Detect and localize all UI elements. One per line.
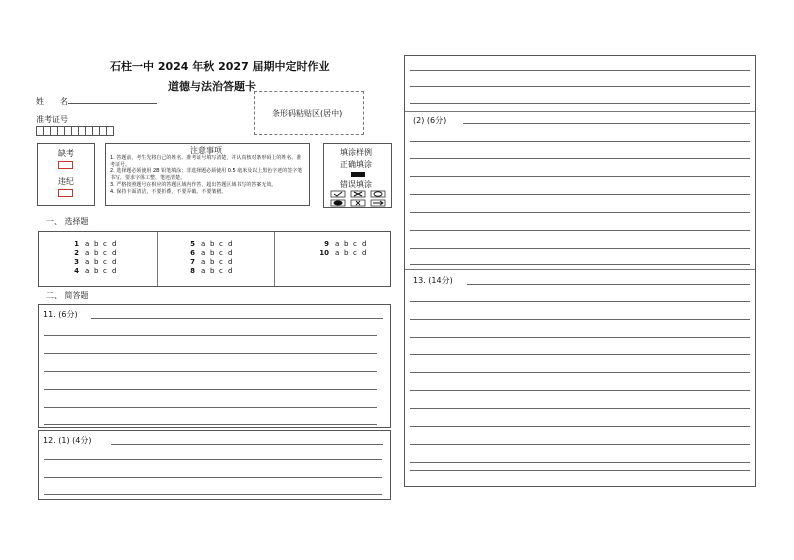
answer-line	[410, 70, 750, 71]
answer-line	[410, 230, 750, 231]
answer-line	[44, 459, 382, 460]
fill-sample-title: 填涂样例	[340, 148, 372, 157]
answer-line	[410, 86, 750, 87]
choice-row[interactable]: 4 a b c d	[74, 267, 117, 275]
choice-row[interactable]: 9 a b c d	[324, 240, 367, 248]
answer-line	[410, 319, 750, 320]
exam-id-label: 准考证号	[36, 115, 68, 124]
answer-line	[410, 248, 750, 249]
answer-line	[410, 264, 750, 265]
answer-line	[44, 371, 377, 372]
answer-line	[410, 212, 750, 213]
answer-line	[410, 301, 750, 302]
absent-mark-box[interactable]	[58, 161, 73, 169]
exam-id-boxes	[36, 126, 126, 136]
choice-row[interactable]: 10 a b c d	[319, 249, 367, 257]
answer-line	[44, 389, 377, 390]
answer-line	[410, 176, 750, 177]
choice-row[interactable]: 5 a b c d	[190, 240, 233, 248]
answer-line	[44, 477, 382, 478]
choice-column	[319, 240, 371, 258]
answer-line	[410, 158, 750, 159]
answer-line	[410, 194, 750, 195]
answer-line	[410, 470, 750, 471]
correct-fill-label: 正确填涂	[340, 160, 372, 169]
q11-answer-box[interactable]	[38, 304, 391, 428]
fill-sample-box	[323, 143, 392, 208]
correct-fill-mark	[351, 172, 365, 177]
choice-row[interactable]: 2 a b c d	[74, 249, 117, 257]
choice-answer-box	[38, 231, 391, 287]
choice-col-divider	[274, 232, 275, 286]
absent-label: 缺考	[58, 149, 74, 158]
q12-2-label: (2) (6分)	[413, 116, 447, 125]
section-choice-heading: 一、 选择题	[46, 217, 89, 226]
barcode-label: 条形码粘贴区(居中)	[272, 109, 343, 118]
q12-2-first-line	[463, 123, 750, 124]
section-divider	[405, 111, 755, 112]
choice-column	[69, 240, 121, 276]
exam-title: 石柱一中 2024 年秋 2027 届期中定时作业	[110, 60, 330, 73]
wrong-fill-label: 错误填涂	[340, 180, 372, 189]
choice-row[interactable]: 1 a b c d	[74, 240, 117, 248]
notice-title: 注意事项	[190, 146, 222, 155]
violation-mark-box[interactable]	[58, 189, 73, 197]
answer-line	[410, 390, 750, 391]
name-field-line	[68, 103, 157, 104]
right-answer-area	[404, 55, 756, 487]
choice-col-divider	[157, 232, 158, 286]
q11-first-line	[91, 318, 383, 319]
choice-column	[185, 240, 237, 276]
choice-row[interactable]: 6 a b c d	[190, 249, 233, 257]
answer-line	[410, 337, 750, 338]
notice-box	[105, 143, 310, 206]
violation-label: 违纪	[58, 177, 74, 186]
answer-line	[410, 372, 750, 373]
status-box	[37, 143, 95, 206]
choice-row[interactable]: 3 a b c d	[74, 258, 117, 266]
name-label: 姓 名	[36, 97, 68, 106]
answer-line	[410, 354, 750, 355]
wrong-fill-marks	[330, 190, 388, 207]
notice-item: 4. 保持卡面清洁，不要折叠，不要弄破、不要皱褶。	[110, 189, 227, 195]
q12-1-first-line	[111, 444, 383, 445]
answer-line	[410, 426, 750, 427]
barcode-area	[254, 91, 364, 135]
answer-line	[410, 141, 750, 142]
answer-line	[410, 444, 750, 445]
q13-label: 13. (14分)	[413, 276, 453, 285]
answer-line	[410, 103, 750, 104]
section-short-answer-heading: 二、 简答题	[46, 291, 89, 300]
answer-line	[44, 424, 377, 425]
notice-item: 1. 答题前，考生先将自己的姓名、准考证号填写清楚，并认真核对条形码上的姓名、准考证号。	[110, 155, 302, 168]
exam-subtitle: 道德与法治答题卡	[168, 80, 256, 93]
section-divider	[405, 269, 755, 270]
choice-row[interactable]: 8 a b c d	[190, 267, 233, 275]
answer-line	[410, 408, 750, 409]
q12-1-answer-box[interactable]	[38, 430, 391, 500]
answer-line	[44, 353, 377, 354]
notice-item: 2. 选择题必须使用 2B 铅笔填涂；非选择题必须使用 0.5 毫米及以上黑色字迹的签字笔书写，要求字体工整、笔迹清楚。	[110, 168, 303, 181]
answer-line	[44, 335, 377, 336]
choice-row[interactable]: 7 a b c d	[190, 258, 233, 266]
q11-label: 11. (6分)	[43, 310, 78, 319]
answer-line	[44, 494, 382, 495]
notice-item: 3. 严格按照题号在相应的答题区域内作答，超出答题区域书写的答案无效。	[110, 182, 277, 188]
answer-line	[44, 407, 377, 408]
q12-1-label: 12. (1) (4分)	[43, 436, 92, 445]
q13-first-line	[467, 284, 750, 285]
answer-line	[410, 462, 750, 463]
